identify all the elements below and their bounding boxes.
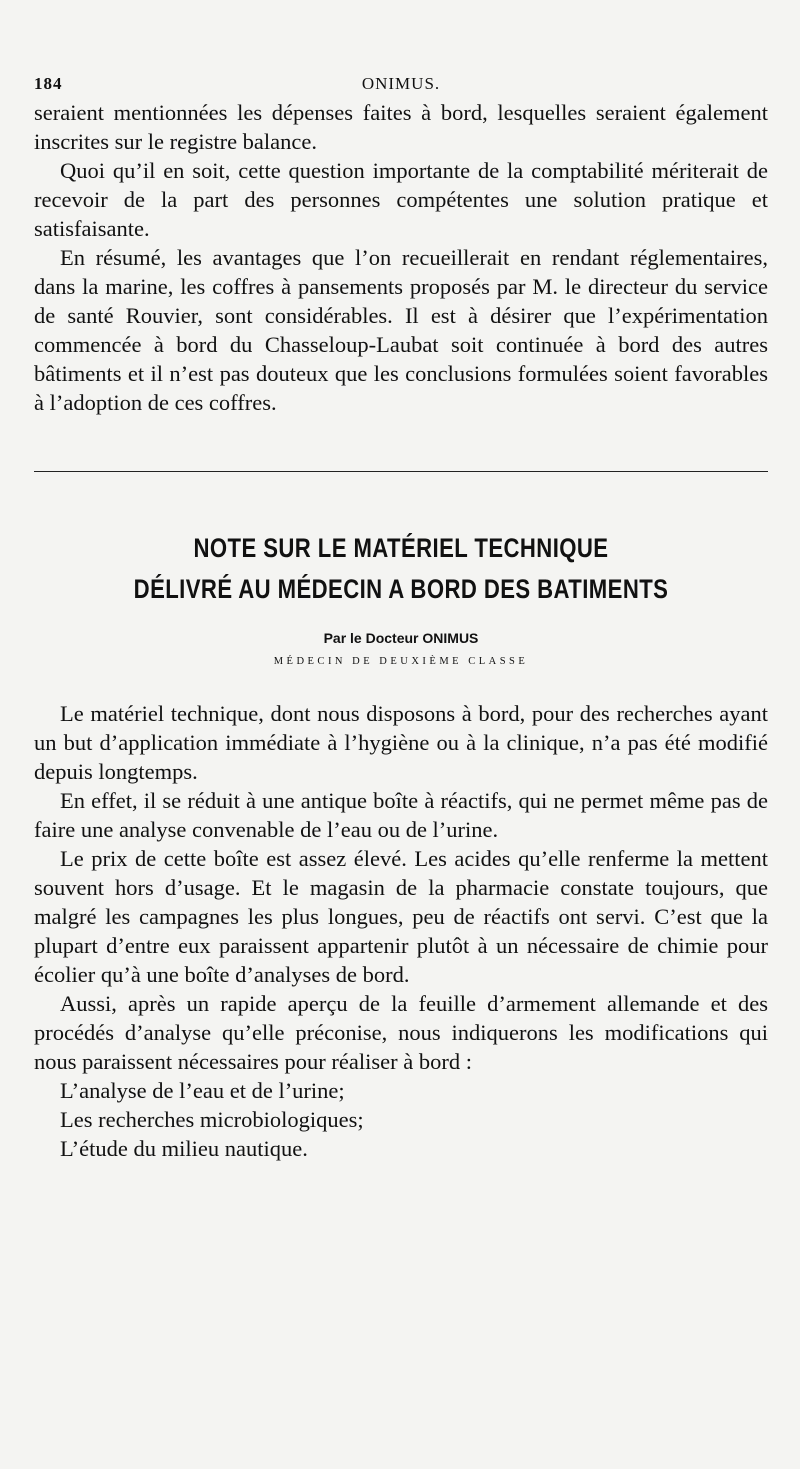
article-title bbox=[100, 528, 702, 610]
running-title: ONIMUS. bbox=[361, 74, 441, 93]
paragraph: En résumé, les avantages que l’on recueillerait en rendant réglementaires, dans la marine, les coffres à pansements proposés par M. le directeur du service de santé Rouvier, sont considérables. Il est à désirer que l’expérimentation commencée à bord du Chasseloup-Laubat soit continuée à bord des autres bâtiments et il n’est pas douteux que les conclusions formulées soient favorables à l’adoption de ces coffres. bbox=[34, 245, 768, 415]
list-item: L’étude du milieu nautique. bbox=[60, 1136, 308, 1161]
paragraph: Le prix de cette boîte est assez élevé. Les acides qu’elle renferme la mettent souvent hors d’usage. Et le magasin de la pharmacie constate toujours, que malgré les campagnes les plus longues, peu de réactifs ont servi. C’est que la plupart d’entre eux paraissent appartenir plutôt à un nécessaire de chimie pour écolier qu’à une boîte d’analyses de bord. bbox=[34, 846, 768, 987]
article-title-line: DÉLIVRÉ AU MÉDECIN A BORD DES BATIMENTS bbox=[133, 574, 669, 604]
paragraph: Le matériel technique, dont nous disposons à bord, pour des recherches ayant un but d’application immédiate à l’hygiène ou à la clinique, n’a pas été modifié depuis longtemps. bbox=[34, 701, 768, 784]
paragraph: seraient mentionnées les dépenses faites à bord, lesquelles seraient également inscrites sur le registre balance. bbox=[34, 100, 768, 154]
article-body bbox=[34, 699, 768, 1163]
list-item: L’analyse de l’eau et de l’urine; bbox=[60, 1078, 345, 1103]
section-divider bbox=[34, 471, 768, 472]
paragraph: Aussi, après un rapide aperçu de la feuille d’armement allemande et des procédés d’analyse qu’elle préconise, nous indiquerons les modifications qui nous paraissent nécessaires pour réaliser à bord : bbox=[34, 991, 768, 1074]
page-number: 184 bbox=[34, 74, 63, 93]
author-role: MÉDECIN DE DEUXIÈME CLASSE bbox=[273, 656, 529, 667]
article-title-line: NOTE SUR LE MATÉRIEL TECHNIQUE bbox=[193, 533, 609, 563]
list-item: Les recherches microbiologiques; bbox=[60, 1107, 364, 1132]
paragraph: En effet, il se réduit à une antique boîte à réactifs, qui ne permet même pas de faire une analyse convenable de l’eau ou de l’urine. bbox=[34, 788, 768, 842]
book-page bbox=[34, 66, 768, 1163]
author-byline: Par le Docteur ONIMUS bbox=[323, 630, 479, 646]
paragraph: Quoi qu’il en soit, cette question importante de la comptabilité mériterait de recevoir de la part des personnes compétentes une solution pratique et satisfaisante. bbox=[34, 158, 768, 241]
previous-article-text bbox=[34, 98, 768, 417]
running-head bbox=[34, 66, 768, 98]
